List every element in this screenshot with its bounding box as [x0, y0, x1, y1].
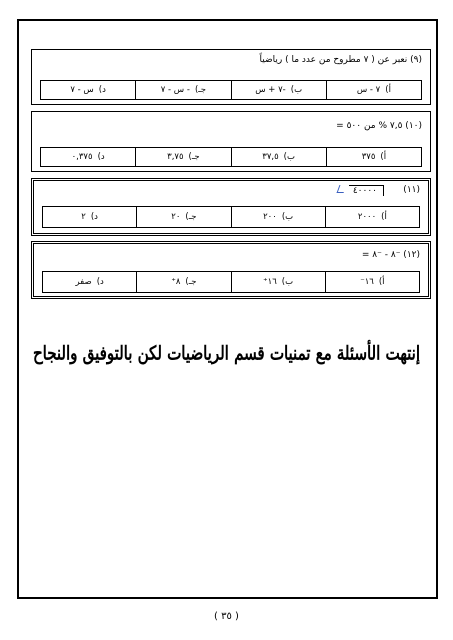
question-9-options — [40, 80, 422, 100]
dividend: ٤٠٠٠٠ — [349, 185, 384, 196]
page-frame — [17, 19, 438, 599]
question-11-options — [42, 206, 420, 228]
option-c[interactable]: جـ) ٣,٧٥ — [135, 148, 230, 166]
option-a[interactable]: أ) ١٦⁻ — [325, 272, 419, 292]
question-9-box — [31, 49, 431, 105]
option-c[interactable]: جـ) - س - ٧ — [135, 81, 230, 99]
option-c[interactable]: جـ) ٢٠ — [136, 207, 230, 227]
closing-message: إنتهت الأسئلة مع تمنيات قسم الرياضيات لكن بالتوفيق والنجاح — [32, 341, 421, 365]
question-12-box — [31, 241, 431, 299]
option-b[interactable]: ب) ١٦⁺ — [231, 272, 325, 292]
option-d[interactable]: د) ٠,٣٧٥ — [71, 152, 105, 162]
option-c[interactable]: جـ) ٨⁺ — [136, 272, 230, 292]
option-a[interactable]: أ) ٧ - س — [326, 81, 421, 99]
option-b[interactable]: ب) ٢٠٠ — [231, 207, 325, 227]
option-d[interactable]: د) س - ٧ — [70, 85, 106, 95]
question-12-text: (١٢) ⁻٨ - ⁻٨ = — [361, 250, 420, 260]
option-a[interactable]: أ) ٢٠٠٠ — [325, 207, 419, 227]
option-d[interactable]: د) صفر — [75, 277, 104, 287]
question-11-number: (١١) — [403, 185, 420, 195]
question-11-box — [31, 178, 431, 236]
page-number: ( ٣٥ ) — [214, 611, 239, 622]
question-10-options — [40, 147, 422, 167]
question-9-text: (٩) نعبر عن ( ٧ مطروح من عدد ما ) رياضياً — [259, 55, 422, 65]
option-b[interactable]: ب) -٧ + س — [231, 81, 326, 99]
option-a[interactable]: أ) ٣٧٥ — [326, 148, 421, 166]
option-b[interactable]: ب) ٣٧,٥ — [231, 148, 326, 166]
option-d[interactable]: د) ٢ — [81, 212, 98, 222]
long-division — [338, 185, 386, 196]
question-10-box — [31, 111, 431, 172]
question-12-options — [42, 271, 420, 293]
question-10-text: (١٠) ٧,٥ % من ٥٠٠ = — [336, 121, 422, 131]
division-tick-icon — [336, 185, 346, 193]
